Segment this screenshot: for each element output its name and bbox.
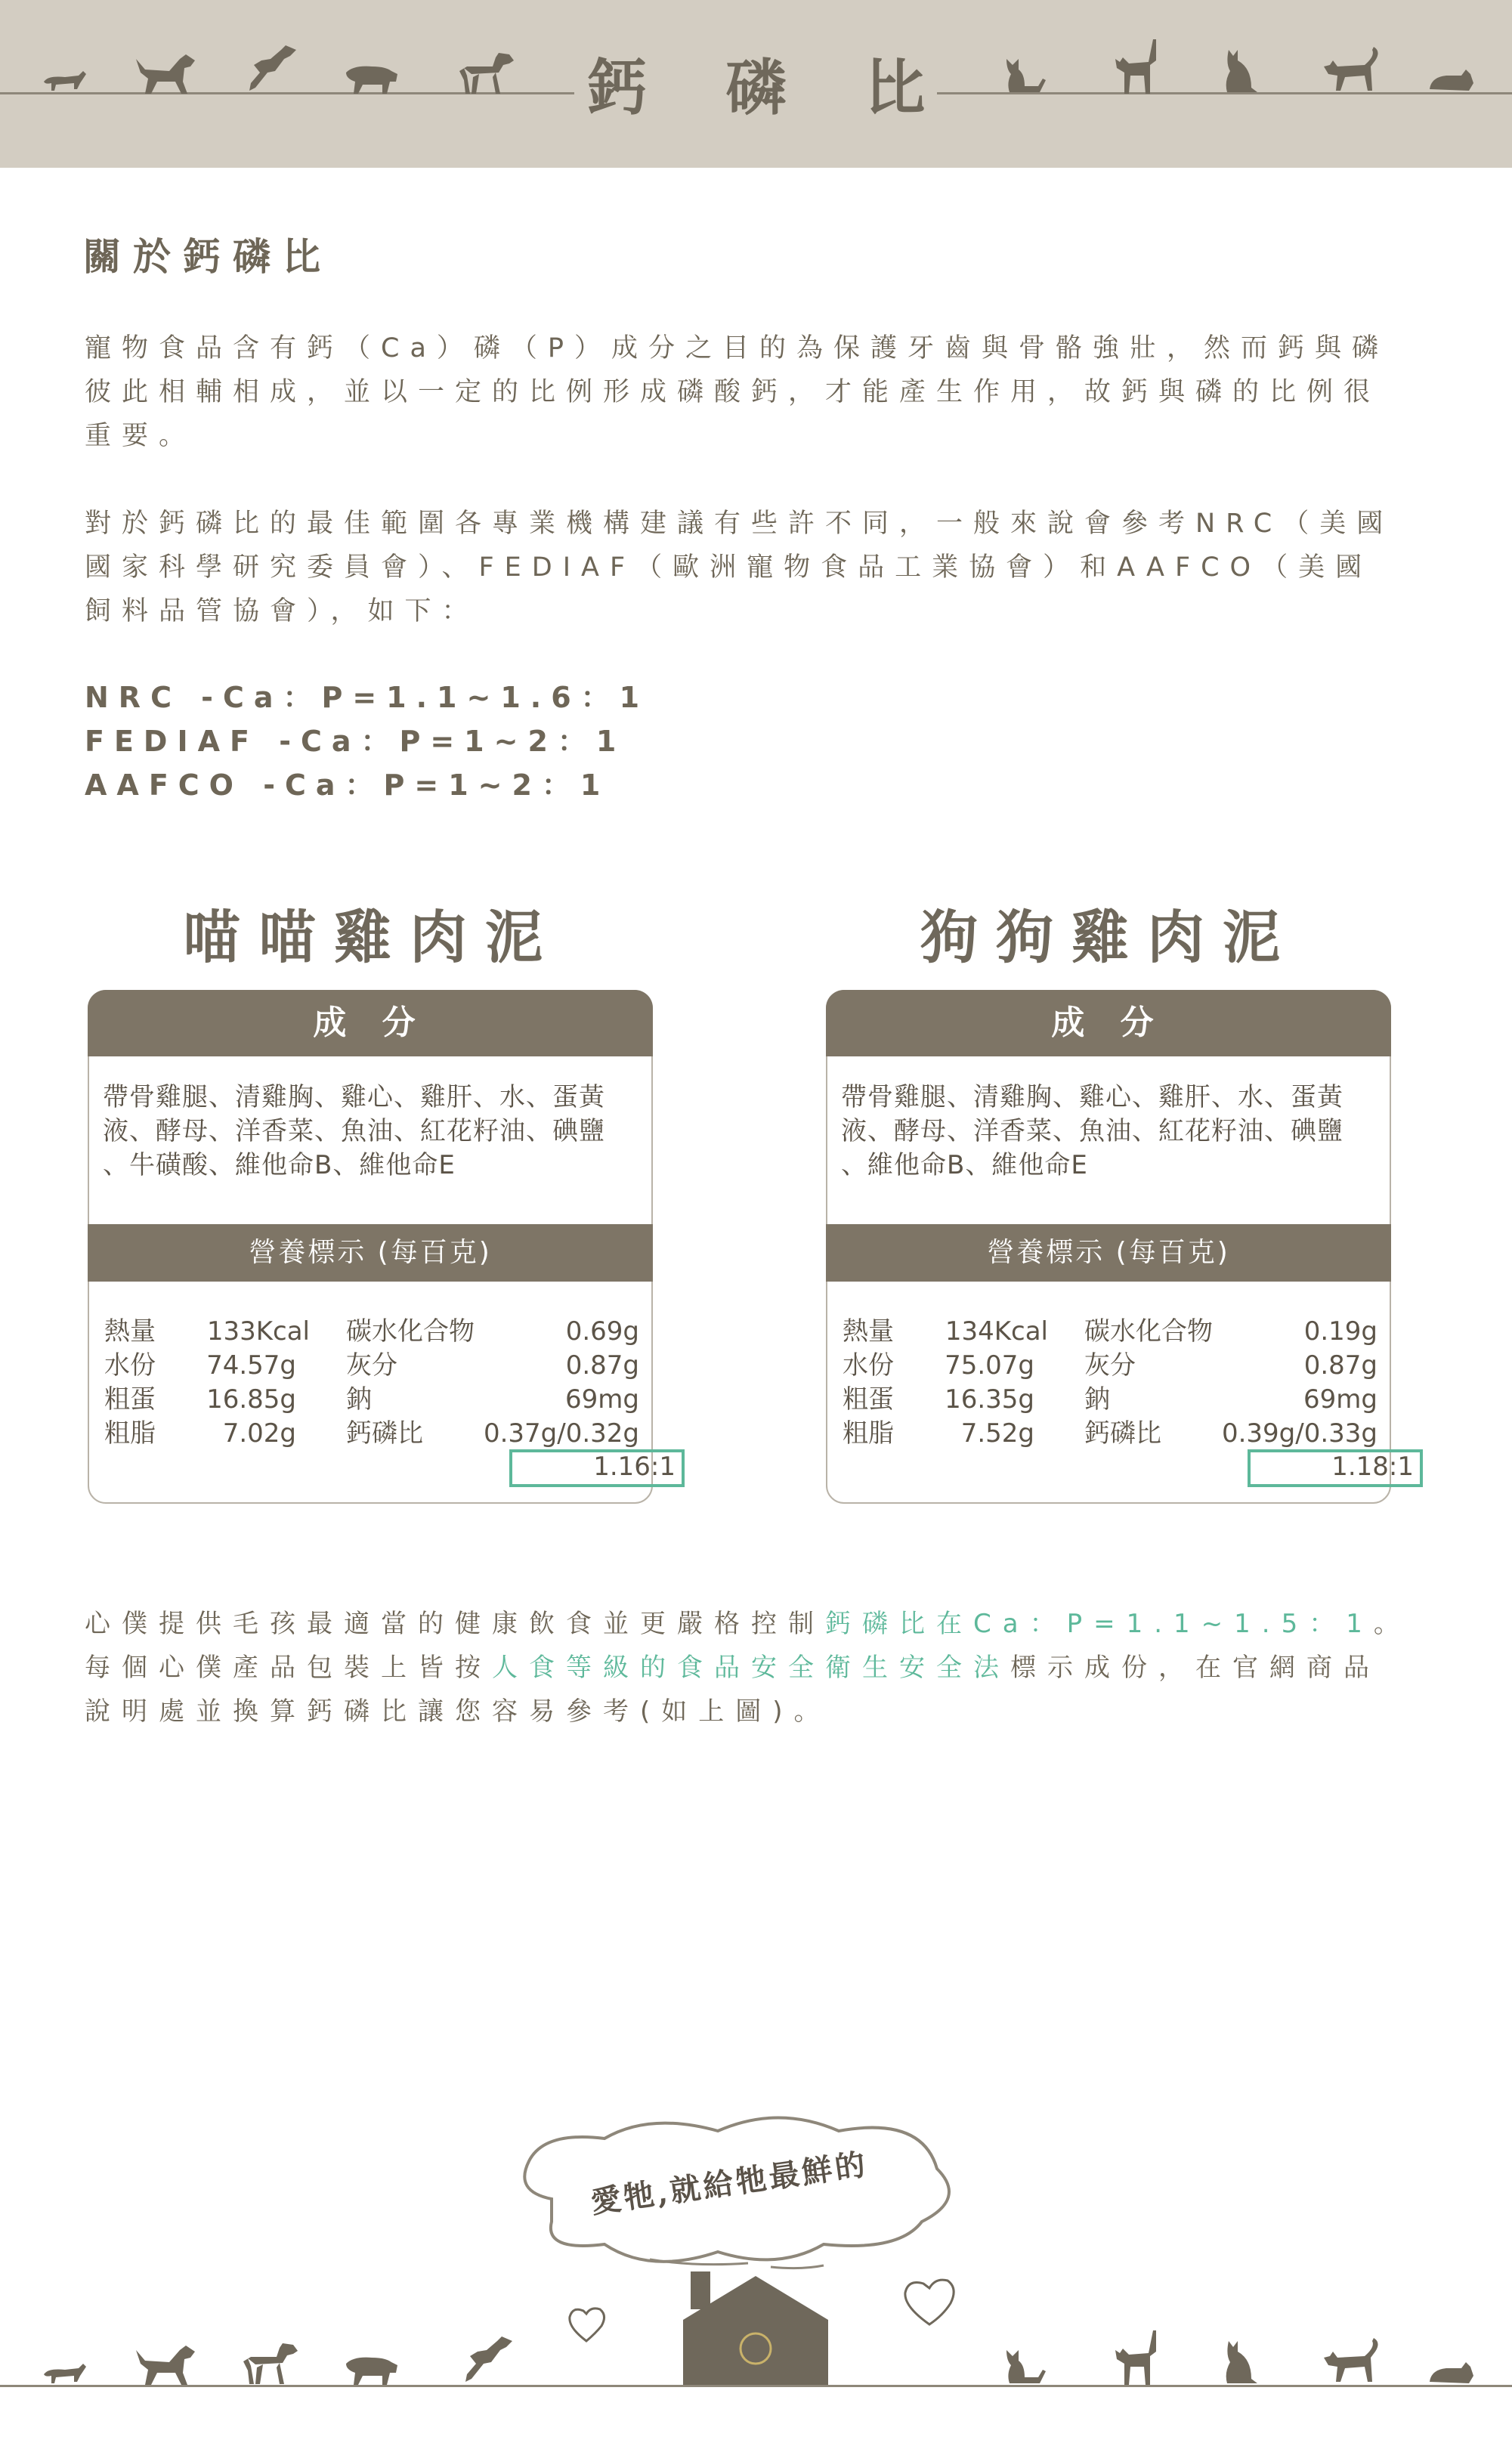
ratio-fediaf: FEDIAF -Ca：P=1~2：1: [85, 725, 626, 758]
nutrient-label: 灰分: [346, 1350, 397, 1381]
ingredients-list: [103, 1081, 639, 1183]
nutrition-header: 營養標示 (每百克): [88, 1224, 653, 1282]
closing-line-1: [85, 1602, 1430, 1646]
about-paragraph-1-line-2: 彼此相輔相成，並以一定的比例形成磷酸鈣，才能產生作用，故鈣與磷的比例很: [85, 377, 1381, 407]
nutrient-value: 75.07g: [945, 1350, 1034, 1381]
nutrient-value: 134Kcal: [945, 1316, 1048, 1347]
about-paragraph-1: [85, 326, 1430, 458]
product-card-dog: [826, 990, 1414, 1504]
ingredients-line: 液、酵母、洋香菜、魚油、紅花籽油、碘鹽: [841, 1116, 1343, 1146]
nutrient-value: 0.87g: [1303, 1350, 1377, 1381]
dog-jumping-icon: [456, 2333, 517, 2386]
ingredients-header: 成 分: [88, 990, 653, 1056]
nutrient-label: 鈣磷比: [346, 1418, 423, 1449]
nutrient-value: 69mg: [1303, 1384, 1377, 1415]
about-paragraph-2-line-3: 飼料品管協會），如下：: [85, 596, 479, 626]
nutrient-value: 16.85g: [206, 1384, 296, 1415]
nutrient-label: 碳水化合物: [346, 1316, 475, 1347]
nutrient-label: 鈣磷比: [1084, 1418, 1161, 1449]
ingredients-line: 、維他命B、維他命E: [841, 1150, 1088, 1180]
ca-p-ratio: 1.16:1: [593, 1452, 676, 1482]
about-paragraph-1-line-3: 重要。: [85, 421, 196, 451]
nutrient-value: 0.69g: [565, 1316, 639, 1347]
ingredients-list: [841, 1081, 1377, 1183]
closing-text: 每個心僕產品包裝上皆按: [85, 1653, 492, 1683]
dachshund-icon: [42, 2359, 88, 2386]
header-band: [0, 0, 1512, 168]
nutrient-label: 鈉: [1084, 1384, 1110, 1415]
cat-lying-icon: [1427, 2359, 1475, 2386]
closing-paragraph: [85, 1602, 1430, 1733]
nutrient-value: 0.87g: [565, 1350, 639, 1381]
heart-icon: [565, 2305, 608, 2344]
footer-rule: [0, 2385, 1512, 2387]
heart-icon: [899, 2276, 960, 2329]
closing-highlight-ratio: 鈣磷比在Ca：P=1.1~1.5：1: [825, 1609, 1374, 1639]
nutrient-label: 灰分: [1084, 1350, 1136, 1381]
cat-back-icon: [1221, 2339, 1263, 2386]
nutrient-value: 16.35g: [945, 1384, 1034, 1415]
closing-highlight-law: 人食等級的食品安全衛生安全法: [492, 1653, 1010, 1683]
ingredients-header: 成 分: [826, 990, 1391, 1056]
cat-back-icon: [1221, 48, 1263, 95]
nutrition-header: 營養標示 (每百克): [826, 1224, 1391, 1282]
about-paragraph-1-line-1: 寵物食品含有鈣（Ca）磷（P）成分之目的為保護牙齒與骨骼強壯，然而鈣與磷: [85, 333, 1389, 363]
dog-sitting-icon: [130, 2343, 198, 2386]
closing-text: 。: [1373, 1609, 1411, 1639]
nutrient-label: 粗脂: [843, 1418, 894, 1449]
nutrient-label: 熱量: [843, 1316, 894, 1347]
nutrient-label: 粗蛋: [843, 1384, 894, 1415]
nutrient-label: 熱量: [104, 1316, 156, 1347]
about-paragraph-2-line-2: 國家科學研究委員會）、FEDIAF（歐洲寵物食品工業協會）和AAFCO（美國: [85, 552, 1373, 583]
cat-tail-up-icon: [1112, 38, 1165, 95]
nutrient-label: 鈉: [346, 1384, 372, 1415]
house-logo-icon: [680, 2267, 831, 2386]
nutrient-value: 133Kcal: [206, 1316, 310, 1347]
about-title: 關於鈣磷比: [83, 235, 332, 279]
ingredients-line: 、牛磺酸、維他命B、維他命E: [103, 1150, 456, 1180]
product-name-cat: 喵喵雞肉泥: [183, 904, 561, 971]
cat-sitting-icon: [1002, 2347, 1047, 2386]
closing-line-3: 說明處並換算鈣磷比讓您容易參考(如上圖)。: [85, 1696, 831, 1727]
about-paragraph-2: [85, 502, 1430, 633]
nutrient-value: 7.52g: [960, 1418, 1034, 1449]
ratio-aafco: AAFCO -Ca：P=1~2：1: [85, 768, 611, 802]
cat-sitting-icon: [1002, 56, 1047, 95]
closing-text: 標示成份，在官網商品: [1010, 1653, 1381, 1683]
ingredients-line: 帶骨雞腿、清雞胸、雞心、雞肝、水、蛋黃: [841, 1082, 1343, 1112]
closing-line-2: [85, 1646, 1430, 1690]
nutrient-value: 74.57g: [206, 1350, 296, 1381]
cat-tail-up-icon: [1112, 2329, 1165, 2386]
nutrient-value: 0.39g/0.33g: [1221, 1418, 1377, 1449]
nutrient-value: 0.19g: [1303, 1316, 1377, 1347]
cat-lying-icon: [1427, 66, 1475, 94]
ratio-nrc: NRC -Ca：P=1.1~1.6：1: [85, 681, 650, 714]
dog-walking-icon: [342, 2353, 402, 2386]
nutrient-label: 水份: [843, 1350, 894, 1381]
nutrient-value: 0.37g/0.32g: [483, 1418, 639, 1449]
cat-stretching-icon: [1322, 44, 1383, 95]
nutrient-label: 碳水化合物: [1084, 1316, 1213, 1347]
ingredients-line: 液、酵母、洋香菜、魚油、紅花籽油、碘鹽: [103, 1116, 605, 1146]
nutrient-value: 69mg: [565, 1384, 639, 1415]
nutrient-label: 粗脂: [104, 1418, 156, 1449]
header-title: 鈣 磷 比: [586, 53, 954, 123]
nutrient-value: 7.02g: [222, 1418, 296, 1449]
ca-p-ratio: 1.18:1: [1331, 1452, 1414, 1482]
ingredients-line: 帶骨雞腿、清雞胸、雞心、雞肝、水、蛋黃: [103, 1082, 605, 1112]
product-name-dog: 狗狗雞肉泥: [920, 904, 1298, 971]
slogan: 愛牠,就給牠最鮮的: [588, 2146, 870, 2221]
nutrient-label: 水份: [104, 1350, 156, 1381]
about-paragraph-2-line-1: 對於鈣磷比的最佳範圍各專業機構建議有些許不同，一般來說會參考NRC（美國: [85, 509, 1394, 539]
cat-stretching-icon: [1322, 2335, 1383, 2386]
product-card-cat: [88, 990, 676, 1504]
nutrient-label: 粗蛋: [104, 1384, 156, 1415]
closing-text: 心僕提供毛孩最適當的健康飲食並更嚴格控制: [85, 1609, 825, 1639]
dog-standing-icon: [240, 2339, 301, 2386]
